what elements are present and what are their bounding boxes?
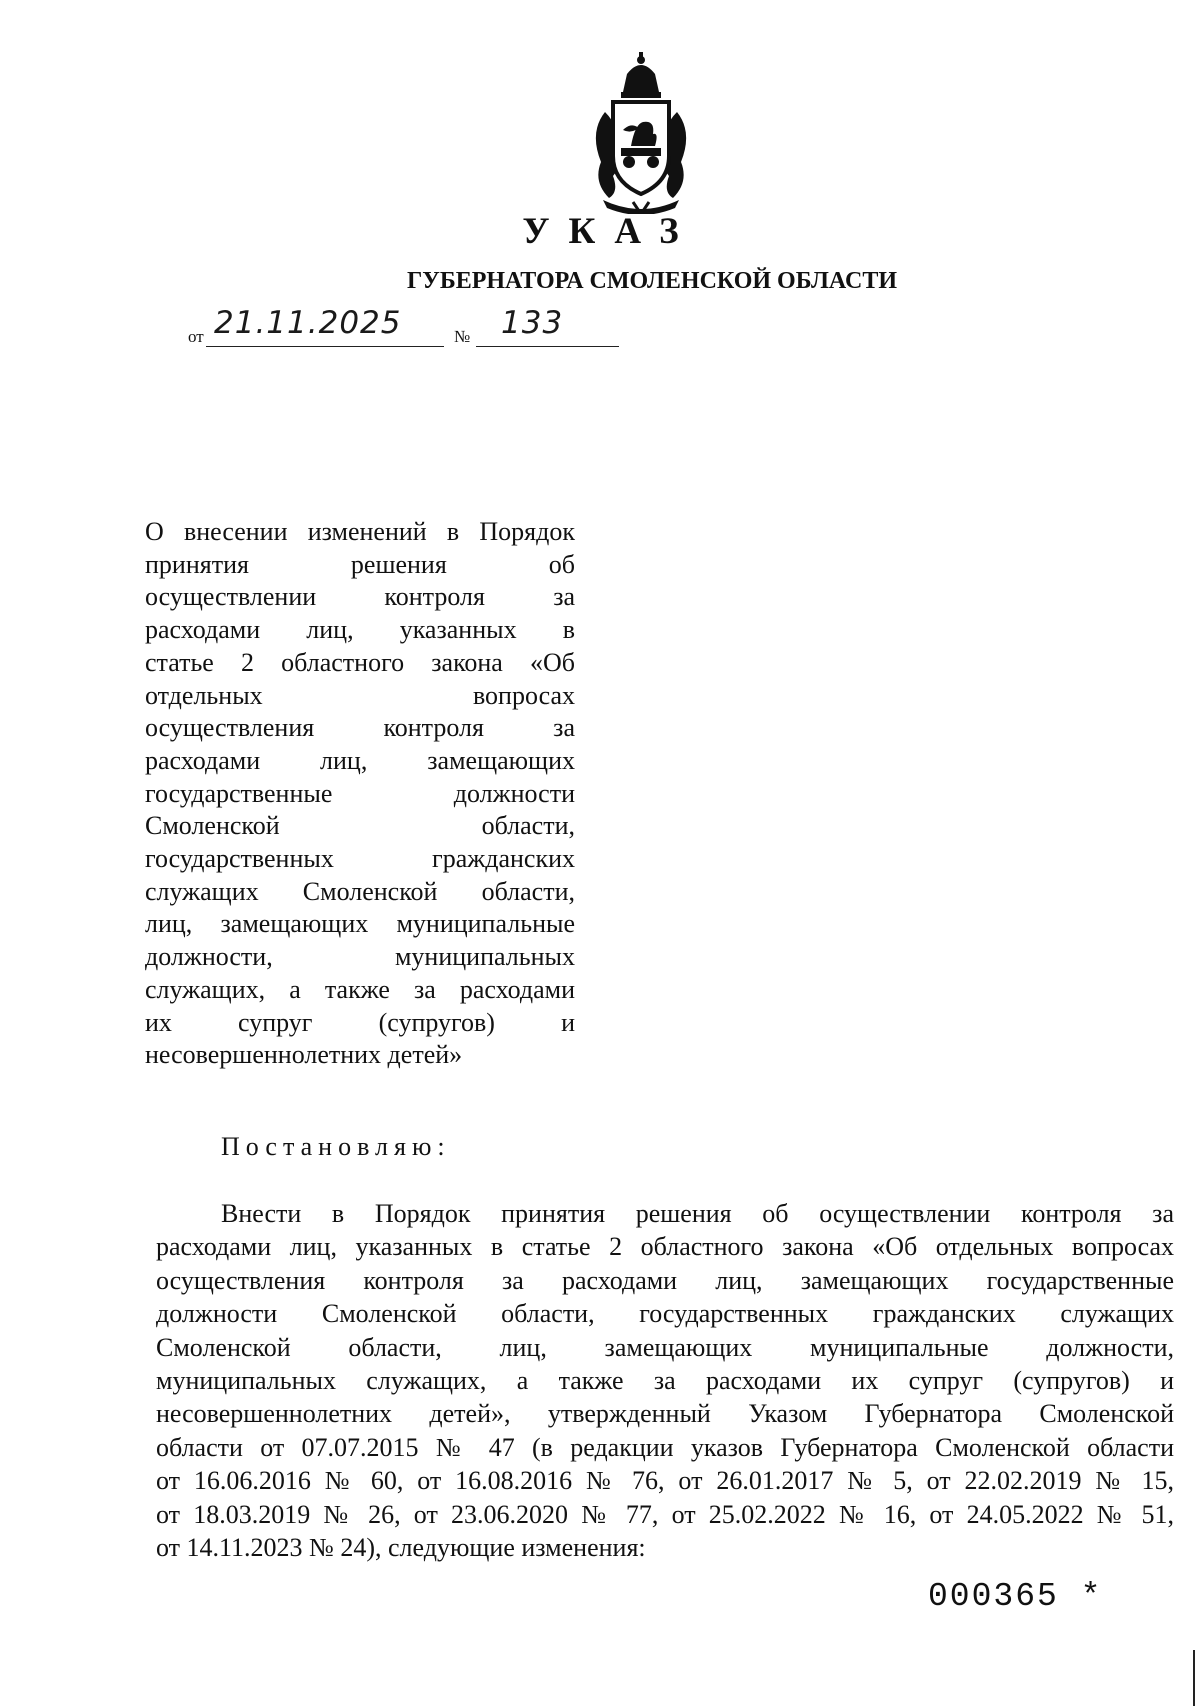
handwritten-date: 21.11.2025: [214, 305, 402, 341]
heading-line: лиц, замещающих муниципальные: [145, 909, 575, 939]
body-line: от 16.06.2016 № 60, от 16.08.2016 № 76, от 26.01.2017 № 5, от 22.02.2019 № 15,: [156, 1466, 1174, 1496]
heading-line: принятия решения об: [145, 549, 575, 579]
body-line: должности Смоленской области, государственных гражданских служащих: [156, 1299, 1174, 1329]
handwritten-number: 133: [501, 305, 564, 341]
serial-number: 000365 *: [928, 1578, 1103, 1615]
number-underline: [476, 346, 619, 347]
document-type-title: УКАЗ: [522, 211, 698, 252]
heading-line: осуществлении контроля за: [145, 582, 575, 612]
page-edge-mark: [1193, 1650, 1195, 1706]
number-label: №: [454, 327, 471, 346]
heading-line: государственные должности: [145, 778, 575, 808]
body-line: несовершеннолетних детей», утвержденный Указом Губернатора Смоленской: [156, 1399, 1174, 1429]
decree-word: Постановляю:: [221, 1132, 451, 1161]
issuer-subtitle: ГУБЕРНАТОРА СМОЛЕНСКОЙ ОБЛАСТИ: [406, 268, 898, 294]
date-number-row: [188, 305, 628, 349]
heading-line: О внесении изменений в Порядок: [145, 517, 575, 546]
heading-line: несовершеннолетних детей»: [145, 1040, 463, 1070]
body-line: Смоленской области, лиц, замещающих муниципальные должности,: [156, 1332, 1174, 1362]
heading-line: расходами лиц, указанных в: [145, 615, 575, 645]
heading-line: должности, муниципальных: [145, 942, 575, 972]
heading-line: осуществления контроля за: [145, 713, 575, 743]
document-heading: [145, 516, 575, 1072]
body-line: области от 07.07.2015 № 47 (в редакции указов Губернатора Смоленской области: [156, 1432, 1174, 1462]
body-line: расходами лиц, указанных в статье 2 областного закона «Об отдельных вопросах: [156, 1232, 1174, 1262]
heading-line: Смоленской области,: [145, 811, 575, 841]
heading-line: статье 2 областного закона «Об: [145, 647, 575, 677]
heading-line: служащих, а также за расходами: [145, 974, 575, 1004]
body-line: муниципальных служащих, а также за расходами их супруг (супругов) и: [156, 1366, 1174, 1396]
date-label: от: [188, 327, 204, 346]
heading-line: служащих Смоленской области,: [145, 876, 575, 906]
body-line: от 18.03.2019 № 26, от 23.06.2020 № 77, от 25.02.2022 № 16, от 24.05.2022 № 51,: [156, 1499, 1174, 1529]
body-paragraph: [156, 1197, 1174, 1564]
heading-line: государственных гражданских: [145, 844, 575, 874]
smolensk-coat-of-arms-icon: [583, 52, 699, 214]
heading-line: их супруг (супругов) и: [145, 1007, 575, 1037]
body-line: Внести в Порядок принятия решения об осуществлении контроля за: [221, 1199, 1174, 1228]
date-underline: [206, 346, 444, 347]
heading-line: расходами лиц, замещающих: [145, 745, 575, 775]
heading-line: отдельных вопросах: [145, 680, 575, 710]
body-line: осуществления контроля за расходами лиц, замещающих государственные: [156, 1265, 1174, 1295]
body-line: от 14.11.2023 № 24), следующие изменения:: [156, 1533, 646, 1563]
